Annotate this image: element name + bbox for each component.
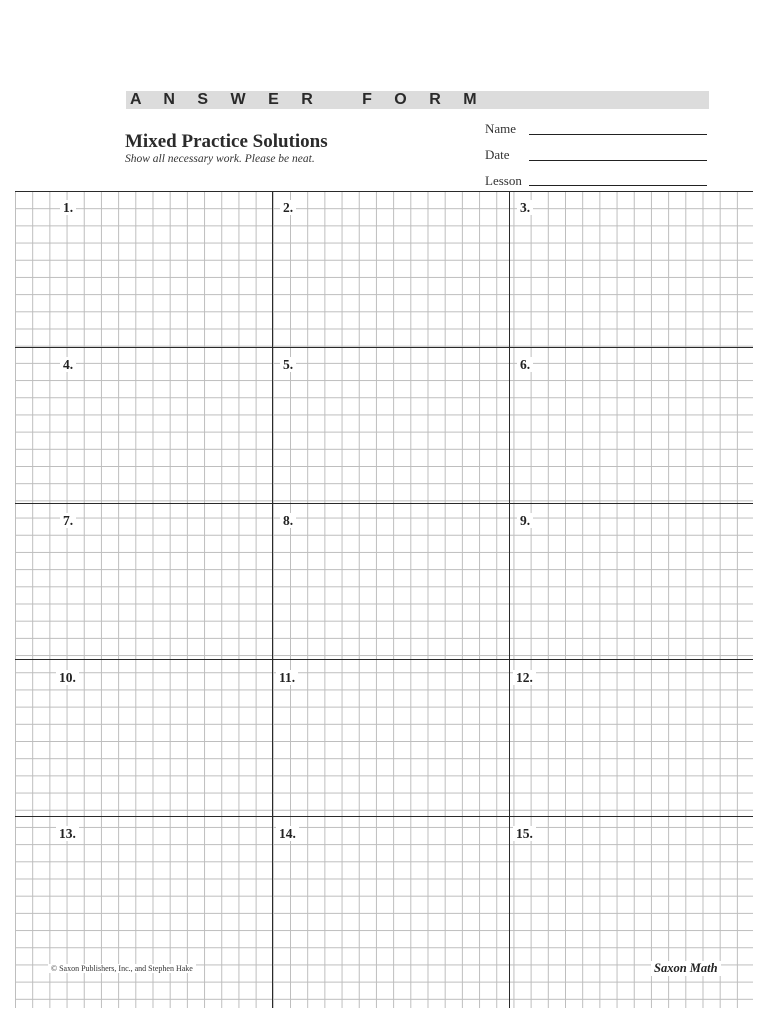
copyright-notice: © Saxon Publishers, Inc., and Stephen Hake	[48, 964, 196, 973]
column-divider	[509, 191, 510, 1008]
lesson-field[interactable]	[529, 185, 707, 186]
section-divider	[15, 503, 753, 504]
problem-number: 11.	[276, 670, 298, 685]
section-divider	[15, 659, 753, 660]
section-divider	[15, 816, 753, 817]
banner-text: A N S W E R F O R M	[130, 91, 486, 108]
problem-number: 8.	[280, 513, 296, 528]
date-field[interactable]	[529, 160, 707, 161]
section-divider	[15, 191, 753, 192]
problem-number: 4.	[60, 357, 76, 372]
lesson-label: Lesson	[485, 173, 522, 188]
page-title: Mixed Practice Solutions	[125, 131, 328, 152]
problem-number: 13.	[56, 826, 79, 841]
brand-name: Saxon Math	[651, 961, 721, 976]
section-divider	[15, 347, 753, 348]
problem-number: 1.	[60, 200, 76, 215]
problem-number: 6.	[517, 357, 533, 372]
problem-number: 2.	[280, 200, 296, 215]
date-label: Date	[485, 147, 510, 162]
page-subtitle: Show all necessary work. Please be neat.	[125, 153, 315, 165]
name-field[interactable]	[529, 134, 707, 135]
problem-number: 14.	[276, 826, 299, 841]
problem-number: 10.	[56, 670, 79, 685]
problem-number: 9.	[517, 513, 533, 528]
problem-number: 3.	[517, 200, 533, 215]
column-divider	[272, 191, 273, 1008]
problem-number: 7.	[60, 513, 76, 528]
graph-paper-grid	[15, 191, 753, 1008]
problem-number: 15.	[513, 826, 536, 841]
problem-number: 12.	[513, 670, 536, 685]
name-label: Name	[485, 121, 517, 136]
answer-form-banner	[126, 91, 709, 109]
problem-number: 5.	[280, 357, 296, 372]
